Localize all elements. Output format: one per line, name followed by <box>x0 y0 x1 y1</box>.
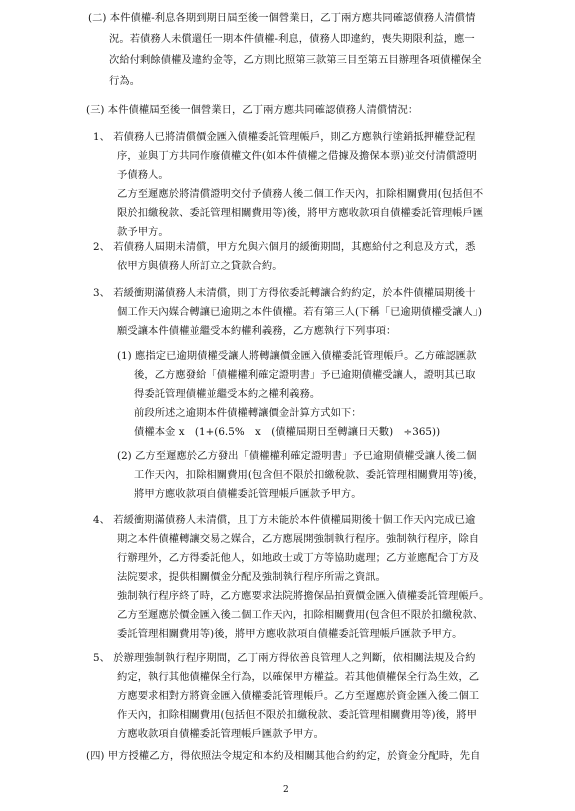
item-2-line-1: 2、 若債務人屆期未清償，甲方允與六個月的緩衝期間，其應給付之利息及方式，悉 <box>93 241 476 253</box>
item-4-line-3: 行辦理外，乙方得委託他人，如地政士或丁方等協助處理；乙方並應配合丁方及 <box>117 552 480 564</box>
section-2-line-4: 行為。 <box>109 75 141 87</box>
item-4-line-6: 乙方至遲應於價金匯入後二個工作天內，扣除相關費用(包含但不限於扣繳稅款、 <box>117 609 484 621</box>
subitem-1-line-3: 得委託管理債權並繼受本約之權利義務。 <box>134 388 321 400</box>
section-3-heading: (三) 本件債權屆至後一個營業日，乙丁兩方應共同確認債務人清償情況： <box>86 104 419 116</box>
section-2-line-2: 況。若債務人未償還任一期本件債權-利息，債務人即違約，喪失期限利益，應一 <box>109 33 475 45</box>
item-4-line-7: 委託管理相關費用等)後，將甲方應收款項自債權委託管理帳戶匯款予甲方。 <box>117 628 463 640</box>
item-3-line-3: 願受讓本件債權並繼受本約權利義務，乙方應執行下列事項： <box>117 325 397 337</box>
subitem-1-line-4: 前段所述之逾期本件債權轉讓價金計算方式如下： <box>134 407 362 419</box>
item-5-line-1: 5、 於辦理強制執行程序期間，乙丁兩方得依善良管理人之判斷，依相關法規及合約 <box>93 652 476 664</box>
item-4-line-4: 法院要求，提供相關價金分配及強制執行程序所需之資訊。 <box>117 571 387 583</box>
item-3-line-2: 個工作天內媒合轉讓已逾期之本件債權。若有第三人(下稱「已逾期債權受讓人」) <box>117 306 483 318</box>
item-1-line-5: 限於扣繳稅款、委託管理相關費用等)後，將甲方應收款項自債權委託管理帳戶匯 <box>117 207 484 219</box>
item-5-line-4: 作天內，扣除相關費用(包括但不限於扣繳稅款、委託管理相關費用等)後，將甲 <box>117 709 477 721</box>
section-2-line-1: (二) 本件債權-利息各期到期日屆至後一個營業日，乙丁兩方應共同確認債務人清償情 <box>88 12 476 24</box>
section-2-line-3: 次給付剩餘債權及違約金等，乙方則比照第三款第三目至第五目辦理各項債權保全 <box>109 54 482 66</box>
item-5-line-5: 方應收款項自債權委託管理帳戶匯款予甲方。 <box>117 728 324 740</box>
subitem-2-line-2: 工作天內，扣除相關費用(包含但不限於扣繳稅款、委託管理相關費用等)後， <box>134 469 484 481</box>
item-1-line-2: 序，並與丁方共同作廢債權文件(如本件債權之借據及擔保本票)並交付清償證明 <box>117 150 477 162</box>
subitem-1-line-2: 後，乙方應發給「債權權利確定證明書」予已逾期債權受讓人，證明其已取 <box>134 369 476 381</box>
page-number: 2 <box>283 785 289 795</box>
item-1-line-1: 1、 若債務人已將清償價金匯入債權委託管理帳戶，則乙方應執行塗銷抵押權登記程 <box>93 131 476 143</box>
item-4-line-1: 4、 若緩衝期滿債務人未清償，且丁方未能於本件債權屆期後十個工作天內完成已逾 <box>93 514 476 526</box>
item-2-line-2: 依甲方與債務人所訂立之貸款合約。 <box>117 260 283 272</box>
item-3-line-1: 3、 若緩衝期滿債務人未清償，則丁方得依委託轉讓合約約定，於本件債權屆期後十 <box>93 287 476 299</box>
price-formula: 債權本金 x (1+(6.5% x (債權屆期日至轉讓日天數) ÷365)) <box>134 426 441 438</box>
item-5-line-3: 方應要求相對方將資金匯入債權委託管理帳戶。乙方至遲應於資金匯入後二個工 <box>117 690 480 702</box>
item-4-line-5: 強制執行程序終了時，乙方應要求法院將擔保品拍賣價金匯入債權委託管理帳戶。 <box>117 590 490 602</box>
subitem-2-line-3: 將甲方應收款項自債權委託管理帳戶匯款予甲方。 <box>134 488 362 500</box>
item-1-line-6: 款予甲方。 <box>117 226 169 238</box>
item-4-line-2: 期之本件債權轉讓交易之媒合，乙方應展開強制執行程序。強制執行程序，除自 <box>117 533 480 545</box>
subitem-2-line-1: (2) 乙方至遲應於乙方發出「債權權利確定證明書」予已逾期債權受讓人後二個 <box>117 450 477 462</box>
section-4-line-1: (四) 甲方授權乙方，得依照法令規定和本約及相關其他合約約定，於資金分配時，先自 <box>86 750 481 762</box>
item-5-line-2: 約定，執行其他債權保全行為，以確保甲方權益。若其他債權保全行為生效，乙 <box>117 671 480 683</box>
item-1-line-3: 予債務人。 <box>117 169 169 181</box>
subitem-1-line-1: (1) 應指定已逾期債權受讓人將轉讓價金匯入債權委託管理帳戶。乙方確認匯款 <box>117 350 477 362</box>
item-1-line-4: 乙方至遲應於將清償證明交付予債務人後二個工作天內，扣除相關費用(包括但不 <box>117 188 484 200</box>
